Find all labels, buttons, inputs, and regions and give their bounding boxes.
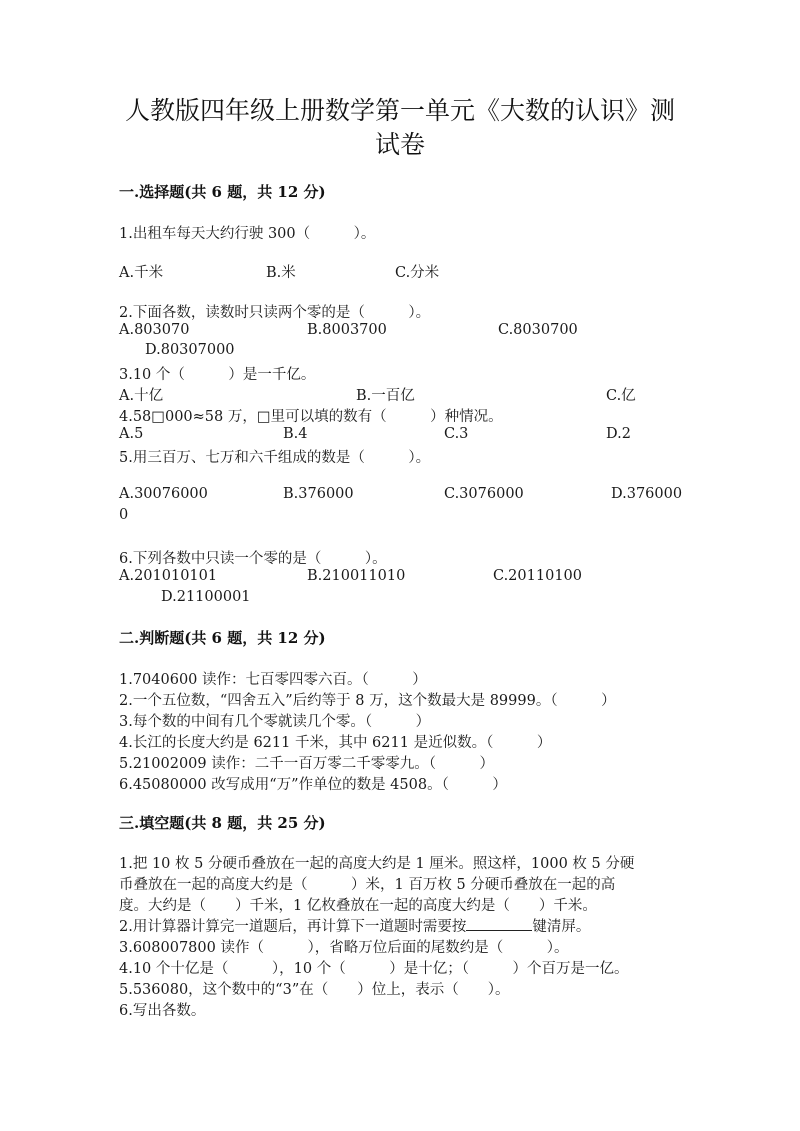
option-c: C.20110100 [493, 568, 582, 584]
option-a: A.千米 [119, 265, 164, 281]
option-b: B.8003700 [307, 322, 387, 338]
question-1: 1.出租车每天大约行驶 300（ ）。 [119, 226, 376, 242]
fill-question-1-line-2: 币叠放在一起的高度大约是（ ）米，1 百万枚 5 分硬币叠放在一起的高 [119, 877, 616, 893]
option-d: D.2 [606, 426, 631, 442]
option-d: D.376000 [611, 486, 683, 502]
option-b: B.一百亿 [356, 388, 415, 404]
judgement-item: 3.每个数的中间有几个零就读几个零。（ ） [119, 714, 431, 730]
judgement-item: 2.一个五位数，“四舍五入”后约等于 8 万，这个数最大是 89999。（ ） [119, 693, 616, 709]
option-d: D.21100001 [161, 589, 251, 605]
option-b: B.210011010 [307, 568, 406, 584]
option-c: C.亿 [606, 388, 636, 404]
section-heading-judgement: 二.判断题(共 6 题，共 12 分) [119, 629, 326, 647]
judgement-item: 4.长江的长度大约是 6211 千米，其中 6211 是近似数。（ ） [119, 735, 552, 751]
option-a: A.30076000 [119, 486, 208, 502]
fill-question-2-text: 2.用计算器计算完一道题后，再计算下一道题时需要按 [119, 919, 467, 935]
judgement-item: 5.21002009 读作：二千一百万零二千零零九。（ ） [119, 756, 494, 772]
fill-question-3: 3.608007800 读作（ ），省略万位后面的尾数约是（ ）。 [119, 940, 569, 956]
option-a: A.803070 [119, 322, 190, 338]
judgement-item: 1.7040600 读作：七百零四零六百。（ ） [119, 672, 427, 688]
option-b: B.米 [266, 265, 296, 281]
option-b: B.376000 [283, 486, 354, 502]
option-a: A.201010101 [119, 568, 218, 584]
fill-question-1: 1.把 10 枚 5 分硬币叠放在一起的高度大约是 1 厘米。照这样，1000 枚 5 分硬 [119, 856, 635, 872]
option-a: A.十亿 [119, 388, 164, 404]
fill-question-4: 4.10 个十亿是（ ），10 个（ ）是十亿；（ ）个百万是一亿。 [119, 961, 629, 977]
question-3: 3.10 个（ ）是一千亿。 [119, 367, 316, 383]
option-d: D.80307000 [145, 342, 235, 358]
page-title-continued: 试卷 [374, 130, 425, 159]
fill-question-6: 6.写出各数。 [119, 1003, 206, 1019]
fill-question-5: 5.536080，这个数中的“3”在（ ）位上，表示（ ）。 [119, 982, 510, 998]
question-5: 5.用三百万、七万和六千组成的数是（ ）。 [119, 450, 431, 466]
section-heading-fill-blank: 三.填空题(共 8 题，共 25 分) [119, 814, 326, 832]
option-c: C.分米 [395, 265, 440, 281]
option-c: C.8030700 [498, 322, 578, 338]
option-d-wrap: 0 [119, 507, 129, 523]
option-c: C.3 [444, 426, 469, 442]
fill-question-2 [119, 915, 590, 936]
answer-blank [466, 916, 532, 931]
judgement-item: 6.45080000 改写成用“万”作单位的数是 4508。（ ） [119, 777, 507, 793]
fill-question-2-tail: 键清屏。 [532, 919, 591, 935]
option-b: B.4 [283, 426, 308, 442]
section-heading-choice: 一.选择题(共 6 题，共 12 分) [119, 183, 326, 201]
option-a: A.5 [119, 426, 144, 442]
question-6: 6.下列各数中只读一个零的是（ ）。 [119, 551, 387, 567]
page-title: 人教版四年级上册数学第一单元《大数的认识》测 [124, 96, 675, 125]
fill-question-1-line-3: 度。大约是（ ）千米，1 亿枚叠放在一起的高度大约是（ ）千米。 [119, 898, 597, 914]
question-4: 4.58□000≈58 万，□里可以填的数有（ ）种情况。 [119, 409, 503, 425]
question-2: 2.下面各数，读数时只读两个零的是（ ）。 [119, 305, 431, 321]
option-c: C.3076000 [444, 486, 524, 502]
